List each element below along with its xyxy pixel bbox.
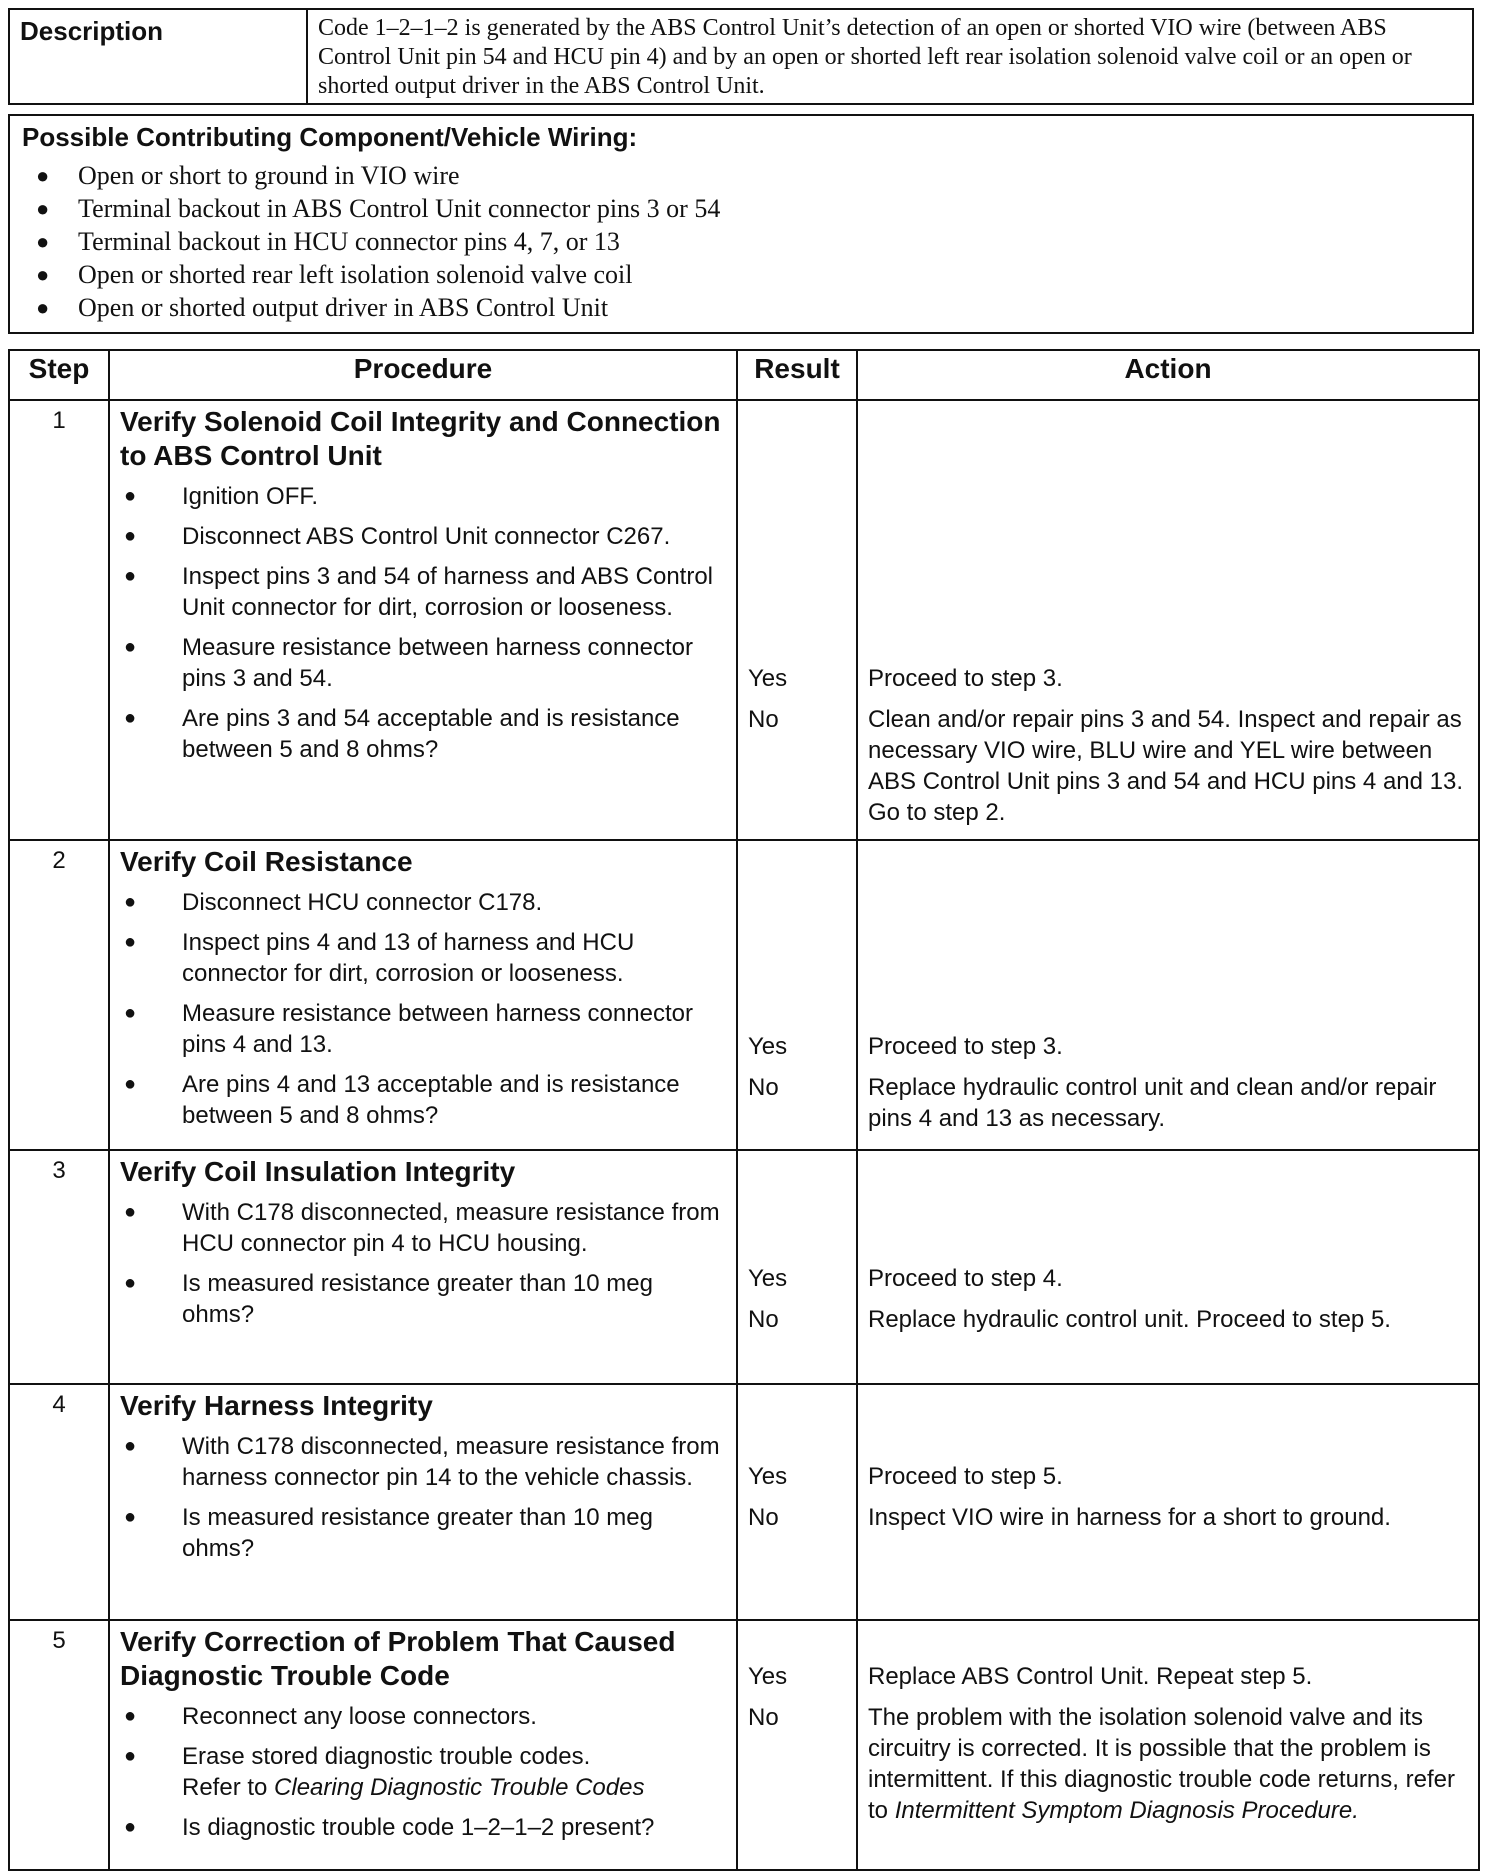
procedure-cell: [109, 400, 737, 840]
bullet-icon: ●: [124, 636, 137, 658]
action-cell: [857, 400, 1479, 840]
reference-link: Intermittent Symptom Diagnosis Procedure.: [894, 1797, 1359, 1824]
list-item: ● Reconnect any loose connectors.: [120, 1701, 730, 1732]
list-item: ● Disconnect ABS Control Unit connector C267.: [120, 521, 730, 552]
result-cell: [737, 1150, 857, 1384]
contributing-wiring-block: [8, 114, 1474, 334]
step-title: Verify Harness Integrity: [120, 1390, 433, 1421]
action-cell: [857, 1384, 1479, 1620]
list-item: ● With C178 disconnected, measure resistance from harness connector pin 14 to the vehicle chassis.: [120, 1431, 730, 1493]
action-cell: [857, 1620, 1479, 1870]
bullet-icon: ●: [124, 1073, 137, 1095]
bullet-icon: ●: [124, 525, 137, 547]
result-cell: [737, 840, 857, 1150]
description-label: Description: [10, 10, 308, 103]
action-yes: Replace ABS Control Unit. Repeat step 5.: [868, 1663, 1313, 1690]
action-no: The problem with the isolation solenoid valve and its circuitry is corrected. It is possible that the problem is intermittent. If this diagnostic trouble code returns, refer to Intermittent Symptom Diagnosis Procedure.: [868, 1704, 1455, 1824]
bullet-icon: ●: [36, 196, 50, 221]
result-no: No: [748, 1704, 779, 1731]
bullet-icon: ●: [124, 1002, 137, 1024]
action-no: Inspect VIO wire in harness for a short to ground.: [868, 1504, 1391, 1531]
result-yes: Yes: [748, 1265, 788, 1292]
bullet-icon: ●: [124, 1435, 137, 1457]
result-yes: Yes: [748, 665, 788, 692]
step-title: Verify Solenoid Coil Integrity and Connection to ABS Control Unit: [120, 406, 721, 471]
bullet-icon: ●: [124, 1201, 137, 1223]
action-yes: Proceed to step 3.: [868, 1033, 1063, 1060]
procedure-cell: [109, 1150, 737, 1384]
bullet-icon: ●: [36, 163, 50, 188]
result-yes: Yes: [748, 1463, 788, 1490]
list-item: ● Disconnect HCU connector C178.: [120, 887, 730, 918]
list-item: ● With C178 disconnected, measure resistance from HCU connector pin 4 to HCU housing.: [120, 1197, 730, 1259]
result-cell: [737, 1384, 857, 1620]
action-cell: [857, 840, 1479, 1150]
list-item: ● Open or shorted rear left isolation solenoid valve coil: [36, 260, 633, 289]
procedure-cell: [109, 1620, 737, 1870]
bullet-icon: ●: [124, 931, 137, 953]
step-number: 5: [9, 1620, 109, 1870]
table-header-row: [9, 350, 1479, 400]
list-item: ● Inspect pins 3 and 54 of harness and ABS Control Unit connector for dirt, corrosion or looseness.: [120, 561, 730, 623]
bullet-icon: ●: [124, 707, 137, 729]
procedure-table: [8, 349, 1480, 1871]
list-item: ● Erase stored diagnostic trouble codes. Refer to Clearing Diagnostic Trouble Codes: [120, 1741, 730, 1803]
table-row: [9, 400, 1479, 840]
reference-link: Clearing Diagnostic Trouble Codes: [274, 1774, 645, 1801]
description-block: [8, 8, 1474, 105]
procedure-cell: [109, 1384, 737, 1620]
list-item: ● Are pins 4 and 13 acceptable and is resistance between 5 and 8 ohms?: [120, 1069, 730, 1131]
bullet-icon: ●: [124, 565, 137, 587]
step-title: Verify Correction of Problem That Caused Diagnostic Trouble Code: [120, 1626, 676, 1691]
action-yes: Proceed to step 3.: [868, 665, 1063, 692]
procedure-cell: [109, 840, 737, 1150]
step-number: 1: [9, 400, 109, 840]
table-row: [9, 1620, 1479, 1870]
step-title: Verify Coil Insulation Integrity: [120, 1156, 516, 1187]
list-item: ● Are pins 3 and 54 acceptable and is resistance between 5 and 8 ohms?: [120, 703, 730, 765]
list-item: ● Terminal backout in HCU connector pins 4, 7, or 13: [36, 227, 620, 256]
header-result: Result: [737, 350, 857, 400]
list-item: ● Measure resistance between harness connector pins 3 and 54.: [120, 632, 730, 694]
action-cell: [857, 1150, 1479, 1384]
contributing-list: [22, 159, 1460, 324]
action-no: Clean and/or repair pins 3 and 54. Inspect and repair as necessary VIO wire, BLU wire and YEL wire between ABS Control Unit pins 3 and 54 and HCU pins 4 and 13. Go to step 2.: [868, 706, 1464, 826]
description-text: Code 1–2–1–2 is generated by the ABS Control Unit’s detection of an open or shorted VIO wire (between ABS Control Unit pin 54 and HCU pin 4) and by an open or shorted left rear isolation solenoid valve coil or an open or shorted output driver in the ABS Control Unit.: [318, 15, 1412, 99]
bullet-icon: ●: [36, 262, 50, 287]
bullet-icon: ●: [124, 1506, 137, 1528]
list-item: ● Is measured resistance greater than 10 meg ohms?: [120, 1268, 730, 1330]
table-row: [9, 840, 1479, 1150]
step-number: 4: [9, 1384, 109, 1620]
contributing-heading: Possible Contributing Component/Vehicle Wiring:: [22, 122, 638, 152]
result-no: No: [748, 1074, 779, 1101]
bullet-icon: ●: [124, 485, 137, 507]
bullet-icon: ●: [124, 1816, 137, 1838]
table-row: [9, 1150, 1479, 1384]
table-row: [9, 1384, 1479, 1620]
list-item: ● Open or short to ground in VIO wire: [36, 161, 460, 190]
bullet-icon: ●: [36, 229, 50, 254]
list-item: ● Inspect pins 4 and 13 of harness and HCU connector for dirt, corrosion or looseness.: [120, 927, 730, 989]
bullet-icon: ●: [124, 891, 137, 913]
step-title: Verify Coil Resistance: [120, 846, 413, 877]
header-action: Action: [857, 350, 1479, 400]
bullet-icon: ●: [124, 1705, 137, 1727]
step-number: 3: [9, 1150, 109, 1384]
result-yes: Yes: [748, 1033, 788, 1060]
action-no: Replace hydraulic control unit and clean and/or repair pins 4 and 13 as necessary.: [868, 1074, 1437, 1132]
result-cell: [737, 1620, 857, 1870]
list-item: ● Is measured resistance greater than 10 meg ohms?: [120, 1502, 730, 1564]
bullet-icon: ●: [36, 295, 50, 320]
list-item: ● Ignition OFF.: [120, 481, 730, 512]
bullet-icon: ●: [124, 1272, 137, 1294]
action-yes: Proceed to step 5.: [868, 1463, 1063, 1490]
step-number: 2: [9, 840, 109, 1150]
result-cell: [737, 400, 857, 840]
list-item: ● Terminal backout in ABS Control Unit connector pins 3 or 54: [36, 194, 721, 223]
header-procedure: Procedure: [109, 350, 737, 400]
list-item: ● Measure resistance between harness connector pins 4 and 13.: [120, 998, 730, 1060]
result-yes: Yes: [748, 1663, 788, 1690]
header-step: Step: [9, 350, 109, 400]
bullet-icon: ●: [124, 1745, 137, 1767]
action-no: Replace hydraulic control unit. Proceed to step 5.: [868, 1306, 1391, 1333]
result-no: No: [748, 1306, 779, 1333]
result-no: No: [748, 1504, 779, 1531]
action-yes: Proceed to step 4.: [868, 1265, 1063, 1292]
result-no: No: [748, 706, 779, 733]
list-item: ● Is diagnostic trouble code 1–2–1–2 present?: [120, 1812, 730, 1843]
list-item: ● Open or shorted output driver in ABS Control Unit: [36, 293, 609, 322]
